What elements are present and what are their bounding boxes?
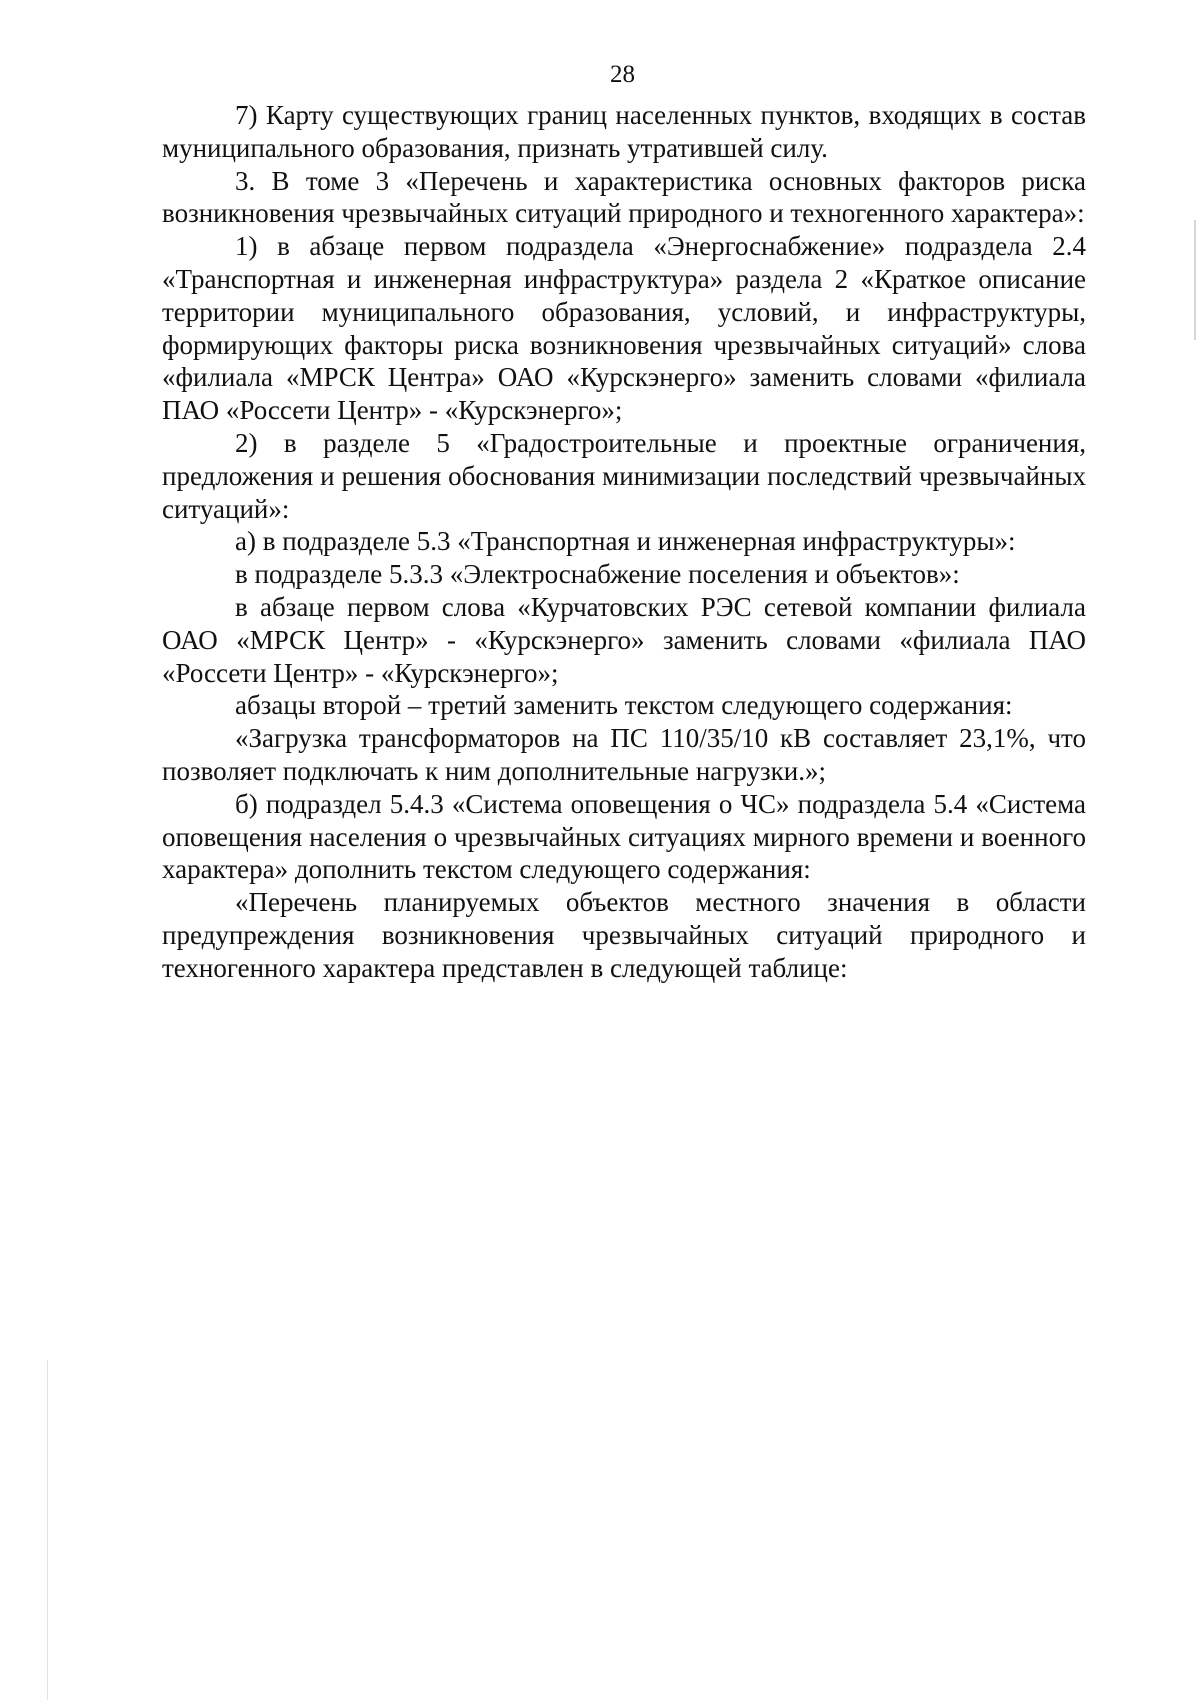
paragraph-item-7: 7) Карту существующих границ населенных пунктов, входящих в состав муниципального образования, признать утратившей силу. <box>162 100 1086 163</box>
paragraph-first-abzac-change: в абзаце первом слова «Курчатовских РЭС сетевой компании филиала ОАО «МРСК Центр» - «Курскэнерго» заменить словами «филиала ПАО «Россети Центр» - «Курскэнерго»; <box>162 591 1086 688</box>
paragraph-table-intro: «Перечень планируемых объектов местного значения в области предупреждения возникновения чрезвычайных ситуаций природного и техногенного характера представлен в следующей таблице: <box>162 887 1086 983</box>
paragraph-subitem-b: б) подраздел 5.4.3 «Система оповещения о ЧС» подраздела 5.4 «Система оповещения населения о чрезвычайных ситуациях мирного времени и военного характера» дополнить текстом следующего содержания: <box>162 788 1086 885</box>
paragraph-section-3: 3. В томе 3 «Перечень и характеристика основных факторов риска возникновения чрезвычайных ситуаций природного и техногенного характера»: <box>162 165 1086 229</box>
paragraph-subitem-1: 1) в абзаце первом подраздела «Энергоснабжение» подраздела 2.4 «Транспортная и инженерная инфраструктура» раздела 2 «Краткое описание территории муниципального образования, условий, и инфраструктуры, формирующих факторы риска возникновения чрезвычайных ситуаций» слова «филиала «МРСК Центра» ОАО «Курскэнерго» заменить словами «филиала ПАО «Россети Центр» - «Курскэнерго»; <box>162 231 1086 426</box>
paragraph-subitem-a: а) в подразделе 5.3 «Транспортная и инженерная инфраструктуры»: <box>235 526 1016 557</box>
paragraph-subitem-2: 2) в разделе 5 «Градостроительные и проектные ограничения, предложения и решения обоснования минимизации последствий чрезвычайных ситуаций»: <box>162 427 1086 524</box>
paragraph-replace-text: абзацы второй – третий заменить текстом следующего содержания: <box>235 690 1013 721</box>
scan-edge-left <box>47 1360 48 1700</box>
paragraph-load-text: «Загрузка трансформаторов на ПС 110/35/10 кВ составляет 23,1%, что позволяет подключать к ним дополнительные нагрузки.»; <box>162 723 1086 786</box>
document-body <box>162 99 1086 985</box>
page-number: 28 <box>610 61 635 88</box>
paragraph-subsection-533: в подразделе 5.3.3 «Электроснабжение поселения и объектов»: <box>235 559 960 590</box>
scan-edge-right <box>1194 220 1196 340</box>
